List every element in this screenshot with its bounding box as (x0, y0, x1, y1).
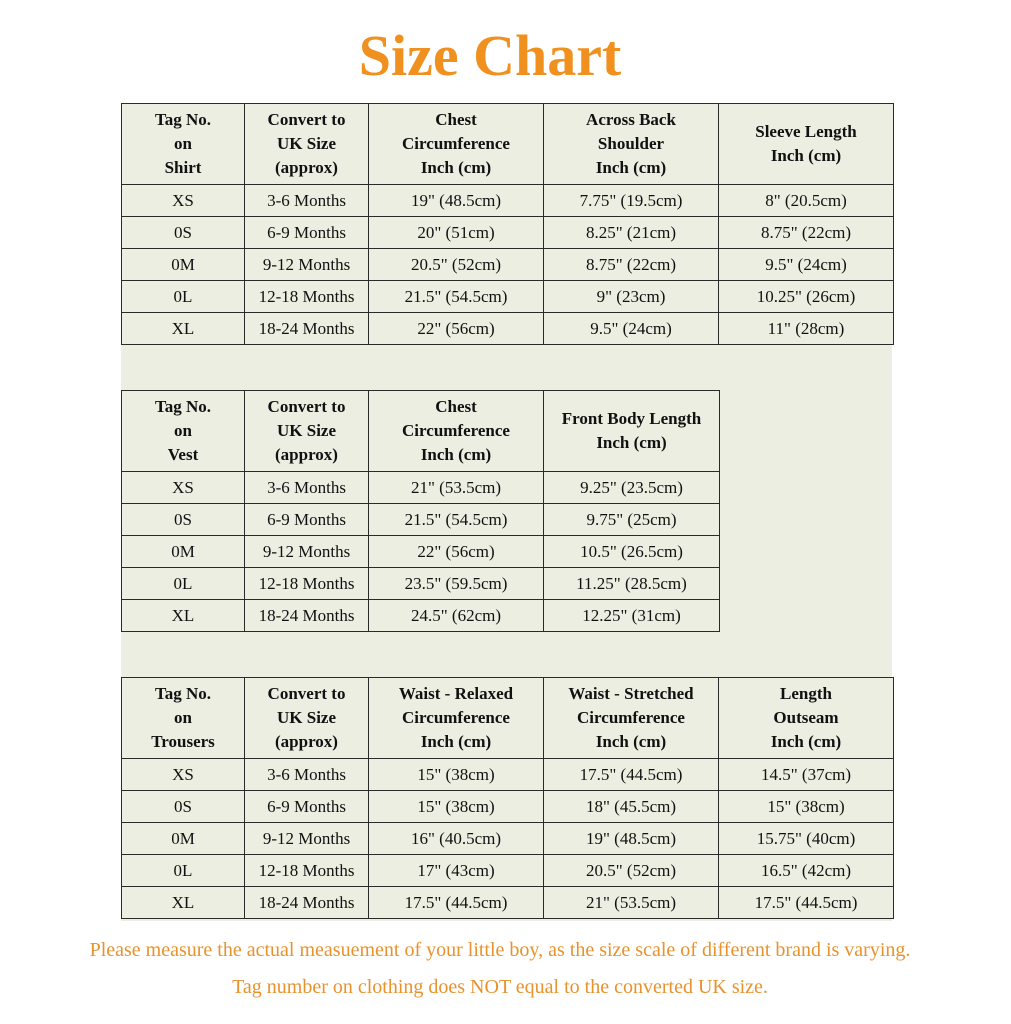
table-cell: 17.5" (44.5cm) (369, 887, 544, 919)
table-cell: 15" (38cm) (369, 791, 544, 823)
column-header-line: Inch (cm) (420, 732, 492, 751)
column-header-line: Tag No. (154, 110, 212, 129)
table-cell: 24.5" (62cm) (369, 600, 544, 632)
table-row (122, 887, 894, 919)
tag-cell: 0S (122, 791, 245, 823)
column-header-line: (approx) (275, 445, 338, 464)
tag-cell: 0L (122, 855, 245, 887)
column-header-line: Circumference (402, 421, 510, 440)
table-row (122, 472, 720, 504)
column-header-line: Convert to (267, 110, 346, 129)
table-row (122, 855, 894, 887)
tag-cell: 0M (122, 823, 245, 855)
table-cell: 9-12 Months (245, 536, 369, 568)
table-cell: 3-6 Months (245, 472, 369, 504)
table-cell: 9-12 Months (245, 249, 369, 281)
trousers-size-table (121, 677, 894, 919)
table-cell: 9" (23cm) (544, 281, 719, 313)
table-row (122, 536, 720, 568)
table-row (122, 249, 894, 281)
table-row (122, 791, 894, 823)
table-cell: 21" (53.5cm) (544, 887, 719, 919)
table-cell: 12-18 Months (245, 855, 369, 887)
column-header (122, 104, 245, 185)
table-cell: 17.5" (44.5cm) (544, 759, 719, 791)
column-header-line: Convert to (267, 684, 346, 703)
column-header-line: Sleeve Length (755, 122, 857, 141)
table-row (122, 600, 720, 632)
table-cell: 16" (40.5cm) (369, 823, 544, 855)
tag-cell: 0S (122, 217, 245, 249)
table-cell: 21" (53.5cm) (369, 472, 544, 504)
column-header (122, 678, 245, 759)
table-cell: 19" (48.5cm) (544, 823, 719, 855)
table-cell: 11.25" (28.5cm) (544, 568, 720, 600)
table-cell: 3-6 Months (245, 759, 369, 791)
column-header (719, 104, 894, 185)
column-header-line: Convert to (267, 397, 346, 416)
table-cell: 10.25" (26cm) (719, 281, 894, 313)
table-row (122, 504, 720, 536)
column-header (369, 104, 544, 185)
table-cell: 9-12 Months (245, 823, 369, 855)
column-header-line: Chest (435, 110, 477, 129)
column-header-line: on (174, 708, 192, 727)
table-row (122, 313, 894, 345)
column-header (719, 678, 894, 759)
column-header-line: on (174, 134, 192, 153)
table-row (122, 759, 894, 791)
tag-cell: XL (122, 313, 245, 345)
column-header-line: Waist - Relaxed (398, 684, 514, 703)
table-cell: 11" (28cm) (719, 313, 894, 345)
tag-cell: XS (122, 759, 245, 791)
table-cell: 9.5" (24cm) (544, 313, 719, 345)
column-header-line: UK Size (276, 708, 337, 727)
table-row (122, 568, 720, 600)
table-cell: 3-6 Months (245, 185, 369, 217)
column-header (544, 391, 720, 472)
column-header (369, 391, 544, 472)
table-cell: 10.5" (26.5cm) (544, 536, 720, 568)
table-cell: 21.5" (54.5cm) (369, 504, 544, 536)
column-header-line: Shirt (164, 158, 202, 177)
column-header-line: Outseam (773, 708, 839, 727)
column-header-line: Length (780, 684, 832, 703)
table-cell: 18" (45.5cm) (544, 791, 719, 823)
column-header-line: (approx) (275, 158, 338, 177)
table-cell: 12.25" (31cm) (544, 600, 720, 632)
tag-cell: XS (122, 185, 245, 217)
column-header-line: Vest (167, 445, 199, 464)
table-cell: 23.5" (59.5cm) (369, 568, 544, 600)
column-header (245, 678, 369, 759)
column-header-line: Inch (cm) (595, 158, 667, 177)
table-cell: 20.5" (52cm) (369, 249, 544, 281)
column-header-line: UK Size (276, 421, 337, 440)
table-cell: 6-9 Months (245, 504, 369, 536)
column-header-line: on (174, 421, 192, 440)
table-cell: 6-9 Months (245, 217, 369, 249)
table-cell: 18-24 Months (245, 600, 369, 632)
column-header-line: (approx) (275, 732, 338, 751)
table-cell: 15" (38cm) (719, 791, 894, 823)
table-row (122, 823, 894, 855)
table-cell: 18-24 Months (245, 887, 369, 919)
table-cell: 9.5" (24cm) (719, 249, 894, 281)
column-header-line: Inch (cm) (420, 445, 492, 464)
column-header-line: Chest (435, 397, 477, 416)
column-header (245, 391, 369, 472)
column-header-line: Circumference (402, 708, 510, 727)
column-header (245, 104, 369, 185)
column-header-line: Inch (cm) (595, 732, 667, 751)
shirt-size-table (121, 103, 894, 345)
header-row (122, 391, 720, 472)
column-header-line: Circumference (577, 708, 685, 727)
table-cell: 8" (20.5cm) (719, 185, 894, 217)
table-cell: 14.5" (37cm) (719, 759, 894, 791)
table-cell: 8.75" (22cm) (544, 249, 719, 281)
table-cell: 6-9 Months (245, 791, 369, 823)
table-cell: 22" (56cm) (369, 536, 544, 568)
column-header (122, 391, 245, 472)
column-header (369, 678, 544, 759)
column-header (544, 104, 719, 185)
column-header-line: Tag No. (154, 684, 212, 703)
tag-cell: 0M (122, 536, 245, 568)
header-row (122, 678, 894, 759)
table-cell: 8.75" (22cm) (719, 217, 894, 249)
column-header-line: Across Back (586, 110, 676, 129)
table-cell: 15.75" (40cm) (719, 823, 894, 855)
table-cell: 16.5" (42cm) (719, 855, 894, 887)
column-header-line: Tag No. (154, 397, 212, 416)
vest-size-table (121, 390, 720, 632)
tag-cell: 0L (122, 568, 245, 600)
tag-cell: 0M (122, 249, 245, 281)
column-header-line: Inch (cm) (596, 433, 667, 452)
table-cell: 18-24 Months (245, 313, 369, 345)
table-cell: 9.25" (23.5cm) (544, 472, 720, 504)
column-header-line: Inch (cm) (770, 732, 842, 751)
tag-cell: 0L (122, 281, 245, 313)
page-title: Size Chart (358, 23, 622, 88)
tag-cell: XS (122, 472, 245, 504)
table-cell: 20.5" (52cm) (544, 855, 719, 887)
table-cell: 7.75" (19.5cm) (544, 185, 719, 217)
column-header-line: Inch (cm) (420, 158, 492, 177)
column-header-line: UK Size (276, 134, 337, 153)
table-cell: 20" (51cm) (369, 217, 544, 249)
table-row (122, 281, 894, 313)
column-header-line: Shoulder (597, 134, 665, 153)
table-cell: 19" (48.5cm) (369, 185, 544, 217)
table-row (122, 217, 894, 249)
table-cell: 8.25" (21cm) (544, 217, 719, 249)
table-cell: 22" (56cm) (369, 313, 544, 345)
measurement-note: Please measure the actual measuement of your little boy, as the size scale of different brand is varying. (89, 939, 911, 961)
column-header-line: Front Body Length (561, 409, 702, 428)
column-header-line: Trousers (151, 732, 215, 751)
table-cell: 12-18 Months (245, 568, 369, 600)
column-header (544, 678, 719, 759)
column-header-line: Waist - Stretched (568, 684, 694, 703)
table-row (122, 185, 894, 217)
tag-cell: XL (122, 600, 245, 632)
column-header-line: Circumference (402, 134, 510, 153)
tag-cell: 0S (122, 504, 245, 536)
table-cell: 17.5" (44.5cm) (719, 887, 894, 919)
table-cell: 12-18 Months (245, 281, 369, 313)
table-cell: 9.75" (25cm) (544, 504, 720, 536)
table-cell: 21.5" (54.5cm) (369, 281, 544, 313)
column-header-line: Inch (cm) (770, 146, 842, 165)
header-row (122, 104, 894, 185)
table-cell: 15" (38cm) (369, 759, 544, 791)
tag-number-note: Tag number on clothing does NOT equal to the converted UK size. (232, 976, 768, 998)
table-cell: 17" (43cm) (369, 855, 544, 887)
tag-cell: XL (122, 887, 245, 919)
